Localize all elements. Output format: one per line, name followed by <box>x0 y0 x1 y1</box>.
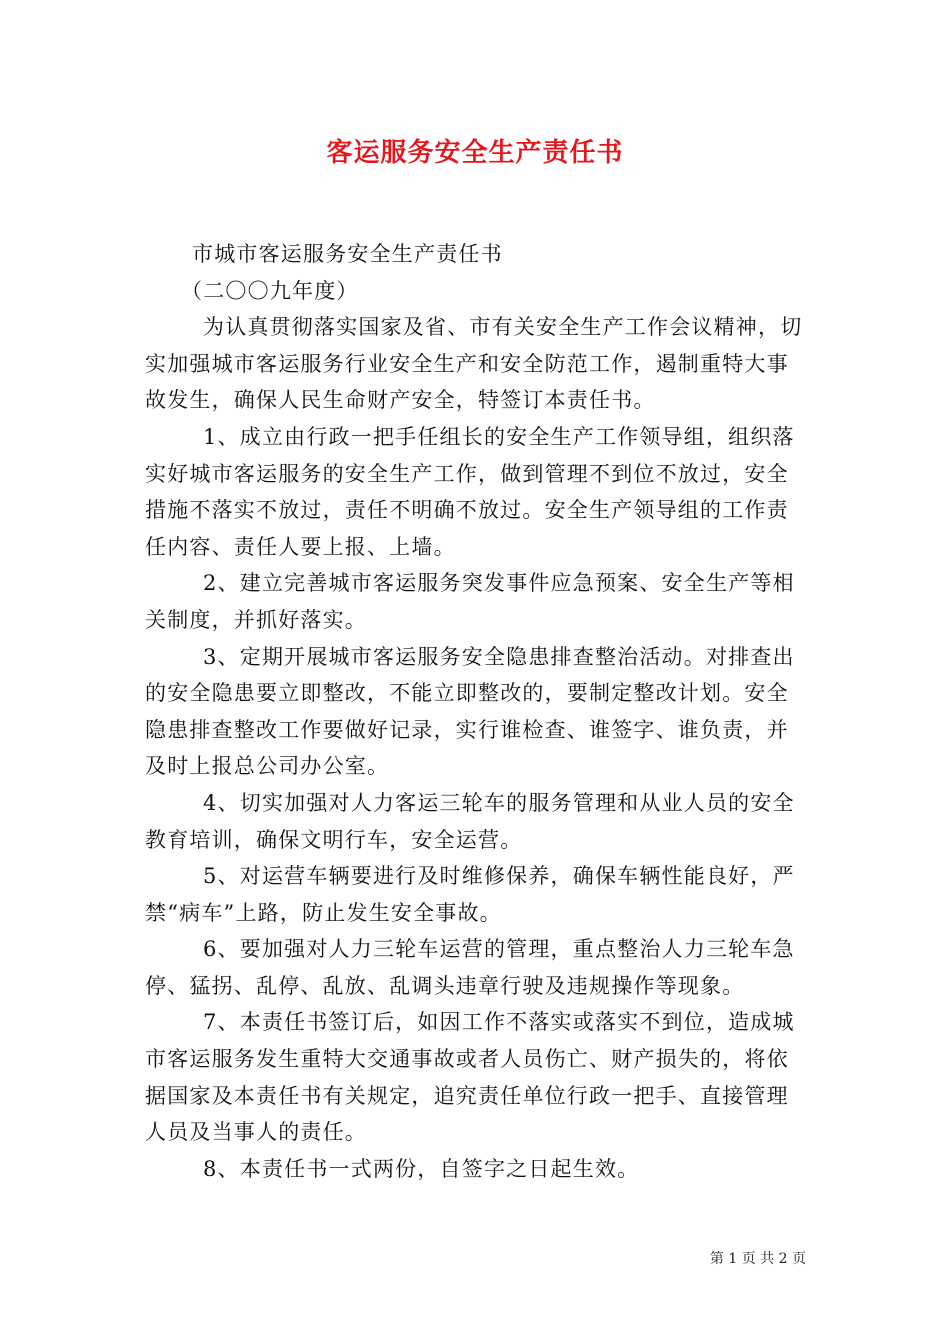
page-number: 第 1 页 共 2 页 <box>709 1251 806 1267</box>
paragraph-line: 市客运服务发生重特大交通事故或者人员伤亡、财产损失的，将依 <box>145 1047 789 1072</box>
clause-6 <box>145 931 815 1004</box>
paragraph-line: 关制度，并抓好落实。 <box>145 607 367 632</box>
clause-2 <box>145 565 815 638</box>
paragraph-line: 1、成立由行政一把手任组长的安全生产工作领导组，组织落 <box>203 424 795 449</box>
document-body <box>145 236 815 1187</box>
paragraph-line: 故发生，确保人民生命财产安全，特签订本责任书。 <box>145 388 656 413</box>
paragraph-line: 为认真贯彻落实国家及省、市有关安全生产工作会议精神，切 <box>203 315 803 340</box>
paragraph-line: 隐患排查整改工作要做好记录，实行谁检查、谁签字、谁负责，并 <box>145 717 789 742</box>
paragraph-line: 8、本责任书一式两份，自签字之日起生效。 <box>203 1156 640 1181</box>
paragraph-line: 停、猛拐、乱停、乱放、乱调头违章行驶及违规操作等现象。 <box>145 973 745 998</box>
document-year: （二〇〇九年度） <box>181 278 359 303</box>
paragraph-line: 措施不落实不放过，责任不明确不放过。安全生产领导组的工作责 <box>145 498 789 523</box>
paragraph-line: 的安全隐患要立即整改，不能立即整改的，要制定整改计划。安全 <box>145 681 789 706</box>
paragraph-line: 7、本责任书签订后，如因工作不落实或落实不到位，造成城 <box>203 1010 795 1035</box>
paragraph-line: 人员及当事人的责任。 <box>145 1120 367 1145</box>
paragraph-line: 教育培训，确保文明行车，安全运营。 <box>145 827 523 852</box>
paragraph-line: 2、建立完善城市客运服务突发事件应急预案、安全生产等相 <box>203 571 795 596</box>
document-title: 客运服务安全生产责任书 <box>326 138 624 168</box>
paragraph-line: 3、定期开展城市客运服务安全隐患排查整治活动。对排查出 <box>203 644 795 669</box>
clause-1 <box>145 419 815 565</box>
paragraph-line: 据国家及本责任书有关规定，追究责任单位行政一把手、直接管理 <box>145 1083 789 1108</box>
intro-paragraph <box>145 309 815 419</box>
paragraph-line: 5、对运营车辆要进行及时维修保养，确保车辆性能良好，严 <box>203 864 795 889</box>
clause-3 <box>145 639 815 785</box>
paragraph-line: 4、切实加强对人力客运三轮车的服务管理和从业人员的安全 <box>203 790 795 815</box>
paragraph-line: 任内容、责任人要上报、上墙。 <box>145 534 456 559</box>
clause-5 <box>145 858 815 931</box>
paragraph-line: 及时上报总公司办公室。 <box>145 754 390 779</box>
paragraph-line: 实好城市客运服务的安全生产工作，做到管理不到位不放过，安全 <box>145 461 789 486</box>
paragraph-line: 实加强城市客运服务行业安全生产和安全防范工作，遏制重特大事 <box>145 351 789 376</box>
clause-4 <box>145 785 815 858</box>
document-subtitle: 市城市客运服务安全生产责任书 <box>192 242 503 266</box>
clause-7 <box>145 1004 815 1150</box>
paragraph-line: 6、要加强对人力三轮车运营的管理，重点整治人力三轮车急 <box>203 937 795 962</box>
clause-8 <box>145 1151 815 1188</box>
paragraph-line: 禁“病车”上路，防止发生安全事故。 <box>145 900 502 925</box>
